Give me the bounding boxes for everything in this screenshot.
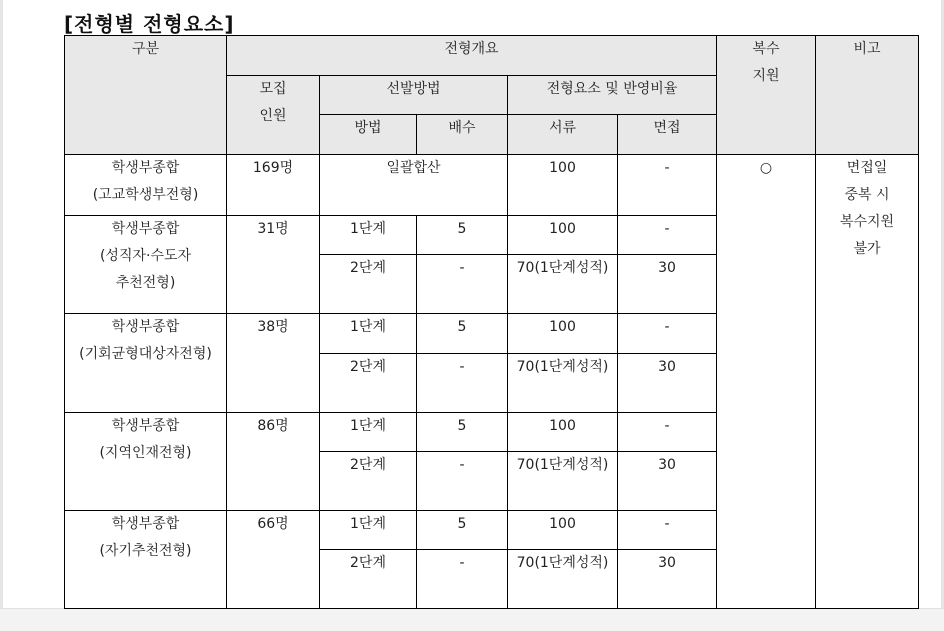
row-name-line: (지역인재전형) <box>99 445 192 461</box>
stage-multiple: 5 <box>417 413 508 452</box>
row-name <box>65 155 227 216</box>
row-name-line: 학생부종합 <box>111 319 180 335</box>
row-recruit: 86명 <box>227 413 320 511</box>
stage-documents: 100 <box>508 413 618 452</box>
row-name <box>65 511 227 609</box>
stage-interview: 30 <box>618 255 717 314</box>
row-recruit: 169명 <box>227 155 320 216</box>
header-interview: 면접 <box>618 115 717 155</box>
stage-documents: 70(1단계성적) <box>508 354 618 413</box>
stage-documents: 100 <box>508 314 618 354</box>
window-bottom-edge <box>0 608 944 631</box>
row-name-line: 학생부종합 <box>111 418 180 434</box>
row-name-line: 학생부종합 <box>111 516 180 532</box>
stage-interview: 30 <box>618 550 717 609</box>
row-documents: 100 <box>508 155 618 216</box>
row-name-line: 학생부종합 <box>111 221 180 237</box>
header-recruit-line1: 모집 <box>259 81 287 97</box>
note-line: 중복 시 <box>844 187 890 203</box>
dup-apply-mark: ○ <box>717 155 816 609</box>
header-selection-method: 선발방법 <box>320 76 508 115</box>
stage-documents: 70(1단계성적) <box>508 550 618 609</box>
stage-method: 1단계 <box>320 413 417 452</box>
stage-method: 1단계 <box>320 511 417 550</box>
header-documents: 서류 <box>508 115 618 155</box>
row-name-line: (성직자·수도자 <box>99 248 192 264</box>
header-recruit-line2: 인원 <box>259 108 287 124</box>
header-method: 방법 <box>320 115 417 155</box>
header-recruit <box>227 76 320 155</box>
row-recruit: 66명 <box>227 511 320 609</box>
stage-multiple: 5 <box>417 511 508 550</box>
stage-method: 2단계 <box>320 255 417 314</box>
row-name-line: 학생부종합 <box>111 160 180 176</box>
row-name-line: (자기추천전형) <box>99 543 192 559</box>
stage-multiple: 5 <box>417 314 508 354</box>
header-overview: 전형개요 <box>227 36 717 76</box>
stage-multiple: - <box>417 452 508 511</box>
row-name <box>65 314 227 413</box>
header-dup-line1: 복수 <box>752 41 780 57</box>
row-name <box>65 216 227 314</box>
window-left-edge <box>0 0 3 631</box>
row-name-line: (기회균형대상자전형) <box>79 346 212 362</box>
row-interview: - <box>618 155 717 216</box>
table-row <box>65 155 919 216</box>
stage-interview: 30 <box>618 354 717 413</box>
admission-elements-table <box>64 35 919 609</box>
stage-multiple: - <box>417 550 508 609</box>
row-recruit: 31명 <box>227 216 320 314</box>
stage-interview: - <box>618 511 717 550</box>
row-name-line: 추천전형) <box>115 275 176 291</box>
stage-documents: 70(1단계성적) <box>508 255 618 314</box>
row-method-combined: 일괄합산 <box>320 155 508 216</box>
stage-interview: - <box>618 216 717 255</box>
stage-interview: - <box>618 314 717 354</box>
stage-method: 2단계 <box>320 550 417 609</box>
header-dup-apply <box>717 36 816 155</box>
header-note: 비고 <box>816 36 919 155</box>
header-elements: 전형요소 및 반영비율 <box>508 76 717 115</box>
note-line: 복수지원 <box>839 214 895 230</box>
stage-method: 2단계 <box>320 452 417 511</box>
page-title: [전형별 전형요소] <box>64 12 235 36</box>
row-recruit: 38명 <box>227 314 320 413</box>
stage-method: 2단계 <box>320 354 417 413</box>
stage-multiple: 5 <box>417 216 508 255</box>
stage-method: 1단계 <box>320 216 417 255</box>
row-name <box>65 413 227 511</box>
note-line: 불가 <box>853 241 881 257</box>
note-cell <box>816 155 919 609</box>
header-dup-line2: 지원 <box>752 68 780 84</box>
stage-documents: 70(1단계성적) <box>508 452 618 511</box>
header-multiple: 배수 <box>417 115 508 155</box>
stage-multiple: - <box>417 255 508 314</box>
stage-multiple: - <box>417 354 508 413</box>
stage-documents: 100 <box>508 216 618 255</box>
stage-documents: 100 <box>508 511 618 550</box>
stage-interview: - <box>618 413 717 452</box>
row-name-line: (고교학생부전형) <box>92 187 199 203</box>
note-line: 면접일 <box>846 160 888 176</box>
stage-method: 1단계 <box>320 314 417 354</box>
header-gubun: 구분 <box>65 36 227 155</box>
stage-interview: 30 <box>618 452 717 511</box>
